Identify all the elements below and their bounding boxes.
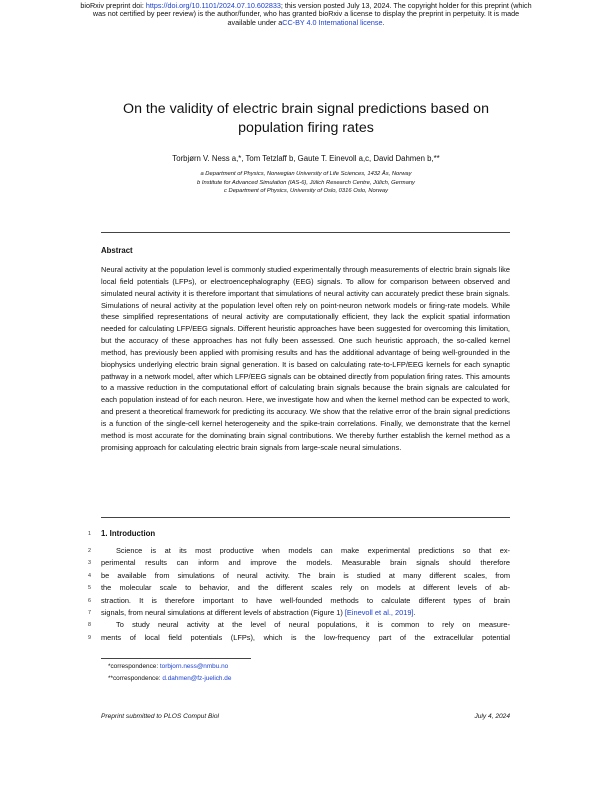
footer-journal: Preprint submitted to PLOS Comput Biol (101, 713, 220, 720)
abstract-bottom-rule (101, 517, 510, 518)
header-license-suffix: . (382, 17, 385, 27)
intro-line (101, 596, 510, 605)
intro-line (101, 608, 510, 617)
line-number: 9 (88, 634, 91, 641)
intro-line-text: signals, from neural simulations at different levels of abstraction (Figure 1) (101, 608, 345, 617)
intro-line-punct: . (413, 608, 416, 617)
line-number: 2 (88, 548, 91, 554)
intro-line (116, 546, 510, 555)
email-link-ness[interactable]: torbjorn.ness@nmbu.no (159, 663, 229, 670)
email-link-dahmen[interactable]: d.dahmen@fz-juelich.de (162, 675, 232, 682)
affiliation-a: a Department of Physics, Norwegian University of Life Sciences, 1432 Ås, Norway (200, 171, 412, 177)
footnote-1-label: *correspondence: (108, 663, 160, 670)
line-number: 3 (88, 560, 91, 567)
footer-date: July 4, 2024 (474, 713, 510, 720)
section-heading-introduction: 1. Introduction (101, 529, 156, 538)
line-number: 5 (88, 585, 91, 592)
paper-title (60, 100, 552, 138)
line-number: 7 (88, 610, 91, 616)
intro-line-text: Science is at its most productive when models can make experimental predictions so that ex- (116, 546, 510, 555)
intro-line (101, 583, 510, 592)
affiliations (60, 170, 552, 196)
line-number: 6 (88, 597, 91, 604)
footnote-2-label: **correspondence: (108, 675, 163, 682)
header-prefix: bioRxiv preprint doi: (80, 1, 146, 10)
intro-line-text: the molecular scale to behavior, and the different scales rely on models at different levels of ab- (101, 583, 510, 593)
intro-line-text: To study neural activity at the level of neural populations, it is common to rely on measure- (116, 620, 510, 630)
abstract-text: Neural activity at the population level is commonly studied experimentally through measurements of electric brain signals like local field potentials (LFPs), or electroencephalography (EEG) signals. To allow for comparison between observed and simulated neural activity it is therefore important that simulations of neural activity can accurately predict these brain signals. Simulations of neural activity at the population level often rely on point-neuron network models or firing-rate models. While these simplified representations of neural activity are computationally efficient, they lack the explicit spatial information needed for calculating LFP/EEG signals. Different heuristic approaches have been suggested for overcoming this limitation, but the accuracy of these approaches has not fully been assessed. One such heuristic approach, the so-called kernel method, has previously been applied with promising results and has the additional advantage of being well-grounded in the biophysics underlying electric brain signal generation. It is based on calculating rate-to-LFP/EEG kernels for each synaptic pathway in a network model, after which LFP/EEG signals can be obtained directly from population firing rates. This amounts to a massive reduction in the computational effort of calculating brain signals because the brain signals are calculated for each population instead of for each neuron. Here, we investigate how and when the kernel method can be expected to work, and present a theoretical framework for predicting its accuracy. We show that the relative error of the brain signal predictions is a function of the single-cell kernel heterogeneity and the spike-train correlations. Finally, we demonstrate that the kernel method is most accurate for the dominating brain signal contributions. We thereby further establish the kernel method as a promising approach for calculating electric brain signals from large-scale neural simulations. (101, 265, 510, 452)
footnote-rule (101, 658, 251, 659)
line-number: 4 (88, 572, 91, 579)
intro-line-text: straction. It is therefore important to have well-founded methods to calculate different types of brain (101, 595, 510, 605)
intro-line (101, 633, 510, 642)
author-list: Torbjørn V. Ness a,*, Tom Tetzlaff b, Gaute T. Einevoll a,c, David Dahmen b,** (172, 154, 440, 163)
header-suffix: ; this version posted July 13, 2024. The copyright holder for this preprint (which (280, 1, 532, 10)
title-line-1: On the validity of electric brain signal predictions based on (123, 101, 489, 117)
line-number: 8 (88, 622, 91, 629)
affiliation-b: b Institute for Advanced Simulation (IAS-6), Jülich Research Centre, Jülich, Germany (197, 179, 415, 186)
title-line-2: population firing rates (238, 120, 374, 136)
intro-line-text: be available from simulations of neural activity. The brain is studied at many different scales, from (101, 570, 510, 580)
footnote-2 (108, 675, 231, 682)
header-line2: was not certified by peer review) is the author/funder, who has granted bioRxiv a license to display the preprint in perpetuity. It is made (92, 9, 520, 19)
abstract-heading: Abstract (101, 246, 133, 255)
abstract-top-rule (101, 232, 510, 233)
header-license-prefix: available under a (227, 17, 283, 27)
affiliation-c: c Department of Physics, University of Oslo, 0316 Oslo, Norway (224, 188, 388, 195)
intro-line-text: ments of local field potentials (LFPs), which is the low-frequency part of the extracellular potential (101, 632, 510, 642)
doi-link[interactable]: https://doi.org/10.1101/2024.07.10.602833 (145, 1, 281, 10)
intro-line (101, 571, 510, 580)
license-link[interactable]: CC-BY 4.0 International license (282, 17, 383, 27)
footnote-1 (108, 663, 228, 670)
citation-link[interactable]: [Einevoll et al., 2019] (344, 608, 414, 617)
intro-line (116, 620, 510, 629)
biorxiv-header (20, 2, 592, 27)
line-number: 1 (88, 531, 91, 537)
intro-line (101, 558, 510, 567)
intro-line-text: perimental results can inform and improve the models. Measurable brain signals should therefore (101, 558, 510, 568)
